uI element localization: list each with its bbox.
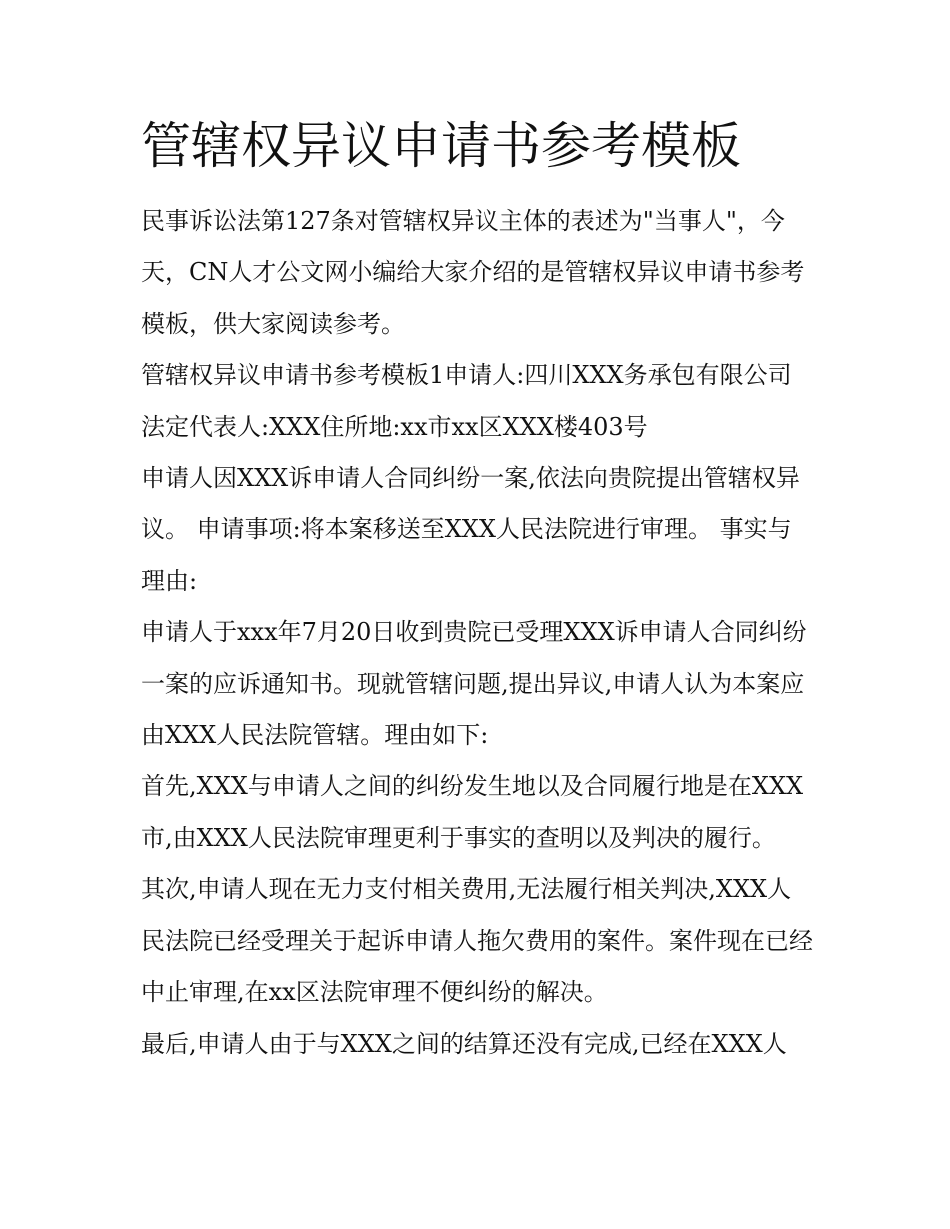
paragraph-facts: 申请人于xxx年7月20日收到贵院已受理XXX诉申请人合同纠纷一案的应诉通知书。现就管辖问题,提出异议,申请人认为本案应由XXX人民法院管辖。理由如下: bbox=[141, 618, 807, 750]
document-body bbox=[141, 196, 813, 1070]
paragraph-reason-first: 首先,XXX与申请人之间的纠纷发生地以及合同履行地是在XXX市,由XXX人民法院审理更利于事实的查明以及判决的履行。 bbox=[141, 772, 804, 852]
document-title: 管辖权异议申请书参考模板 bbox=[141, 117, 741, 175]
paragraph-applicant: 管辖权异议申请书参考模板1申请人:四川XXX务承包有限公司 法定代表人:XXX住所地:xx市xx区XXX楼403号 bbox=[141, 361, 792, 441]
paragraph-reason-second: 其次,申请人现在无力支付相关费用,无法履行相关判决,XXX人民法院已经受理关于起诉申请人拖欠费用的案件。案件现在已经中止审理,在xx区法院审理不便纠纷的解决。 bbox=[141, 875, 813, 1007]
paragraph-request: 申请人因XXX诉申请人合同纠纷一案,依法向贵院提出管辖权异议。 申请事项:将本案移送至XXX人民法院进行审理。 事实与理由: bbox=[141, 464, 800, 595]
paragraph-intro: 民事诉讼法第127条对管辖权异议主体的表述为"当事人"，今天，CN人才公文网小编给大家介绍的是管辖权异议申请书参考模板，供大家阅读参考。 bbox=[141, 207, 805, 338]
paragraph-reason-last: 最后,申请人由于与XXX之间的结算还没有完成,已经在XXX人 bbox=[141, 1029, 787, 1058]
